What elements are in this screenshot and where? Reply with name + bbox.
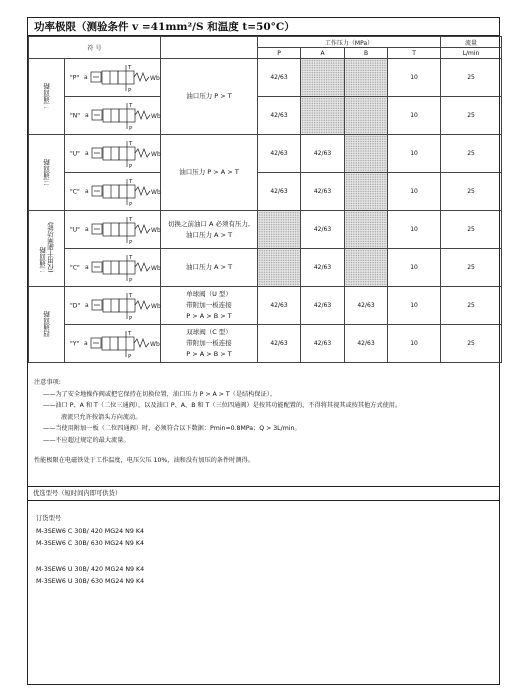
header-p: P <box>258 48 301 59</box>
order-section <box>36 513 144 589</box>
condition-cell: 单球阀（U 型） 带附加一板连接 P > A > B > T <box>161 287 258 325</box>
b-value: 42/63 <box>345 325 388 363</box>
b-value <box>345 135 388 173</box>
b-value <box>345 59 388 97</box>
group-label: 二通回路 <box>29 59 65 135</box>
header-a: A <box>301 48 345 59</box>
p-value: 42/63 <box>258 97 301 135</box>
svg-text:W: W <box>151 302 158 310</box>
svg-text:W: W <box>150 226 157 234</box>
svg-text:T: T <box>128 178 133 185</box>
p-value <box>258 249 301 287</box>
t-value: 10 <box>388 249 441 287</box>
a-value: 42/63 <box>301 135 345 173</box>
svg-text:a: a <box>84 339 88 347</box>
a-value <box>301 59 345 97</box>
condition-cell: 油口压力 P > T <box>161 59 258 135</box>
note-performance: 性能极限在电磁铁处于工作温度，电压欠压 10%，油和没有加压的条件时测得。 <box>34 457 254 464</box>
svg-text:a: a <box>84 73 88 81</box>
p-value: 42/63 <box>258 135 301 173</box>
flow-value: 25 <box>441 173 502 211</box>
svg-text:T: T <box>128 330 132 337</box>
svg-text:W: W <box>150 188 157 196</box>
svg-text:P: P <box>128 87 132 94</box>
svg-text:a: a <box>85 111 89 119</box>
condition-cell: 油口压力 A > T <box>161 249 258 287</box>
valve-code: "P" <box>70 74 80 81</box>
svg-text:P: P <box>128 353 132 360</box>
note-item: ——不应超过规定的最大流量。 <box>43 436 130 444</box>
svg-text:T: T <box>128 254 133 261</box>
a-value: 42/63 <box>301 211 345 249</box>
svg-text:b: b <box>156 74 160 82</box>
svg-text:P: P <box>128 163 133 170</box>
svg-text:a: a <box>84 149 89 157</box>
a-value <box>301 97 345 135</box>
svg-text:W: W <box>150 74 157 82</box>
svg-text:T: T <box>129 102 133 109</box>
svg-text:b: b <box>156 150 161 158</box>
table-row <box>29 325 502 363</box>
symbol-cell <box>65 173 161 211</box>
t-value: 10 <box>388 135 441 173</box>
t-value: 10 <box>388 59 441 97</box>
flow-value: 25 <box>441 249 502 287</box>
svg-text:T: T <box>128 216 133 223</box>
svg-text:b: b <box>156 340 160 348</box>
a-value: 42/63 <box>301 287 345 325</box>
table-row <box>29 173 502 211</box>
table-row <box>29 59 502 97</box>
valve-symbol-icon <box>84 101 162 131</box>
svg-text:P: P <box>128 201 133 208</box>
group-label: 二通回路(仅用于副闸功能) <box>29 211 65 287</box>
document-frame <box>27 17 500 685</box>
svg-text:b: b <box>156 226 161 234</box>
p-value <box>258 211 301 249</box>
valve-symbol-icon <box>83 63 161 93</box>
header-flow-unit: L/min <box>441 48 502 59</box>
svg-text:b: b <box>156 264 161 272</box>
symbol-cell <box>65 249 161 287</box>
valve-code: "U" <box>70 150 80 157</box>
flow-value: 25 <box>441 135 502 173</box>
performance-table <box>28 36 502 363</box>
svg-text:P: P <box>129 315 133 322</box>
header-pressure: 工作压力（MPa） <box>258 37 441 48</box>
valve-symbol-icon <box>84 253 162 283</box>
t-value: 10 <box>388 97 441 135</box>
model-code: M-3SEW6 U 30B/ 630 MG24 N9 K4 <box>36 578 145 585</box>
header-symbol: 符 号 <box>29 37 161 59</box>
condition-cell: 双球阀（C 型） 带附加一板连接 P > A > B > T <box>161 325 258 363</box>
svg-text:W: W <box>150 150 157 158</box>
flow-value: 25 <box>441 211 502 249</box>
svg-text:P: P <box>128 277 133 284</box>
table-row <box>29 287 502 325</box>
t-value: 10 <box>388 173 441 211</box>
valve-symbol-icon <box>84 177 162 207</box>
header-condition <box>161 37 258 59</box>
svg-text:P: P <box>129 125 133 132</box>
svg-text:W: W <box>151 112 157 120</box>
t-value: 10 <box>388 287 441 325</box>
svg-text:b: b <box>157 302 161 310</box>
b-value: 42/63 <box>345 287 388 325</box>
b-value <box>345 249 388 287</box>
b-value <box>345 173 388 211</box>
symbol-cell <box>65 211 161 249</box>
note-item: 液流只允许按箭头方向流动。 <box>61 413 142 421</box>
symbol-cell <box>65 287 161 325</box>
note-item: ——油口 P、A 和 T（二位三通阀），以及油口 P、A、B 和 T（三位四通阀）是按其功能配置的，不得将其视其或按其他方式使用。 <box>43 402 402 409</box>
valve-code: "Y" <box>70 340 80 347</box>
table-row <box>29 249 502 287</box>
header-b: B <box>345 48 388 59</box>
note-item: ——为了安全地操作阀或把它保持在切换位置，油口压力 P > A > T（是结构保证）。 <box>43 390 277 398</box>
svg-text:P: P <box>128 239 133 246</box>
svg-text:W: W <box>150 340 157 348</box>
valve-code: "C" <box>70 188 80 195</box>
symbol-cell <box>65 135 161 173</box>
flow-value: 25 <box>441 59 502 97</box>
b-value <box>345 97 388 135</box>
notes-heading: 注意事项: <box>34 379 61 386</box>
svg-text:a: a <box>84 263 89 271</box>
svg-text:a: a <box>84 187 89 195</box>
table-row <box>29 211 502 249</box>
header-t: T <box>388 48 441 59</box>
a-value: 42/63 <box>301 249 345 287</box>
p-value: 42/63 <box>258 173 301 211</box>
symbol-cell <box>65 59 161 97</box>
table-row <box>29 135 502 173</box>
header-flow: 流量 <box>441 37 502 48</box>
flow-value: 25 <box>441 287 502 325</box>
symbol-cell <box>65 97 161 135</box>
valve-code: "D" <box>70 302 81 309</box>
group-label: 四通回路 <box>29 287 65 363</box>
symbol-cell <box>65 325 161 363</box>
svg-text:T: T <box>128 140 133 147</box>
table-row <box>29 97 502 135</box>
note-item: ——当使用附加一板（二位四通阀）时，必须符合以下数据：Pmin=0.8MPa；Q > 3L/min。 <box>43 425 301 432</box>
valve-symbol-icon <box>84 215 162 245</box>
valve-code: "U" <box>70 226 80 233</box>
svg-text:T: T <box>129 292 133 299</box>
svg-text:b: b <box>156 188 161 196</box>
svg-text:a: a <box>85 301 89 309</box>
svg-text:W: W <box>150 264 157 272</box>
order-heading: 订货型号 <box>36 515 62 522</box>
b-value <box>345 211 388 249</box>
model-code: M-3SEW6 C 30B/ 420 MG24 N9 K4 <box>36 527 144 535</box>
valve-code: "N" <box>70 112 81 119</box>
valve-symbol-icon <box>84 139 162 169</box>
model-code: M-3SEW6 U 30B/ 420 MG24 N9 K4 <box>36 565 145 573</box>
preferred-heading: 优选型号（短时间内即可供货） <box>28 487 499 501</box>
svg-text:b: b <box>157 112 161 120</box>
a-value: 42/63 <box>301 173 345 211</box>
condition-cell: 油口压力 P > A > T <box>161 135 258 211</box>
valve-code: "C" <box>70 264 80 271</box>
notes-section <box>28 374 499 487</box>
svg-text:a: a <box>84 225 89 233</box>
condition-cell: 切换之前油口 A 必须有压力, 油口压力 A > T <box>161 211 258 249</box>
group-label: 三通回路 <box>29 135 65 211</box>
model-code: M-3SEW6 C 30B/ 630 MG24 N9 K4 <box>36 540 144 547</box>
svg-text:T: T <box>128 64 132 71</box>
a-value: 42/63 <box>301 325 345 363</box>
page-title: 功率极限（测验条件 v =41mm²/S 和温度 t=50°C） <box>28 18 499 36</box>
valve-symbol-icon <box>83 329 161 359</box>
valve-symbol-icon <box>84 291 162 321</box>
flow-value: 25 <box>441 325 502 363</box>
p-value: 42/63 <box>258 59 301 97</box>
p-value: 42/63 <box>258 287 301 325</box>
t-value: 10 <box>388 211 441 249</box>
flow-value: 25 <box>441 97 502 135</box>
t-value: 10 <box>388 325 441 363</box>
p-value: 42/63 <box>258 325 301 363</box>
